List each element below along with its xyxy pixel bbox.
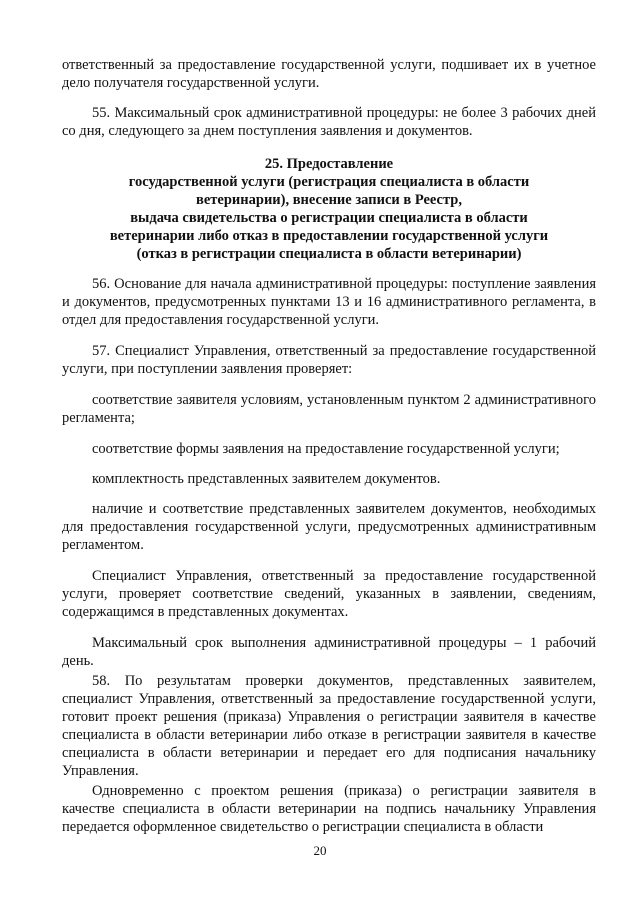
paragraph-simultaneously: Одновременно с проектом решения (приказа) о регистрации заявителя в качестве специалиста в области ветеринарии на подпись начальнику Управления передается оформленное свидетельство о регистрации специалиста в области bbox=[62, 783, 596, 835]
section-heading bbox=[62, 155, 596, 263]
section-heading-line-3: ветеринарии), внесение записи в Реестр, bbox=[196, 192, 462, 208]
paragraph-57: 57. Специалист Управления, ответственный за предоставление государственной услуги, при поступлении заявления проверяет: bbox=[62, 343, 596, 377]
paragraph-specialist-check: Специалист Управления, ответственный за предоставление государственной услуги, проверяет соответствие сведений, указанных в заявлении, сведениям, содержащимся в представленных документах. bbox=[62, 568, 596, 620]
paragraph-56: 56. Основание для начала административной процедуры: поступление заявления и документов, предусмотренных пунктами 13 и 16 административного регламента, в отдел для предоставления государственной услуги. bbox=[62, 276, 596, 328]
paragraph-continuation: ответственный за предоставление государственной услуги, подшивает их в учетное дело получателя государственной услуги. bbox=[62, 57, 596, 91]
section-heading-line-4: выдача свидетельства о регистрации специалиста в области bbox=[130, 210, 528, 226]
section-heading-line-6: (отказ в регистрации специалиста в области ветеринарии) bbox=[136, 246, 522, 262]
section-heading-line-1: 25. Предоставление bbox=[264, 156, 394, 172]
paragraph-58: 58. По результатам проверки документов, представленных заявителем, специалист Управления, ответственный за предоставление государственной услуги, готовит проект решения (приказа) Управления о регистрации заявителя в качестве специалиста в области ветеринарии либо отказе в регистрации заявителя в качестве специалиста в области ветеринарии и передает его для подписания начальнику Управления. bbox=[62, 673, 596, 779]
paragraph-max-term: Максимальный срок выполнения административной процедуры – 1 рабочий день. bbox=[62, 635, 596, 669]
check-item-1: соответствие заявителя условиям, установленным пунктом 2 административного регламента; bbox=[62, 392, 596, 426]
section-heading-line-5: ветеринарии либо отказ в предоставлении государственной услуги bbox=[109, 228, 549, 244]
check-item-3: комплектность представленных заявителем документов. bbox=[92, 471, 441, 487]
check-item-2: соответствие формы заявления на предоставление государственной услуги; bbox=[92, 441, 560, 457]
section-heading-line-2: государственной услуги (регистрация специалиста в области bbox=[128, 174, 530, 190]
page-number: 20 bbox=[313, 843, 327, 858]
paragraph-55: 55. Максимальный срок административной процедуры: не более 3 рабочих дней со дня, следующего за днем поступления заявления и документов. bbox=[62, 105, 596, 139]
check-item-4: наличие и соответствие представленных заявителем документов, необходимых для предоставления государственной услуги, предусмотренных административным регламентом. bbox=[62, 501, 596, 553]
